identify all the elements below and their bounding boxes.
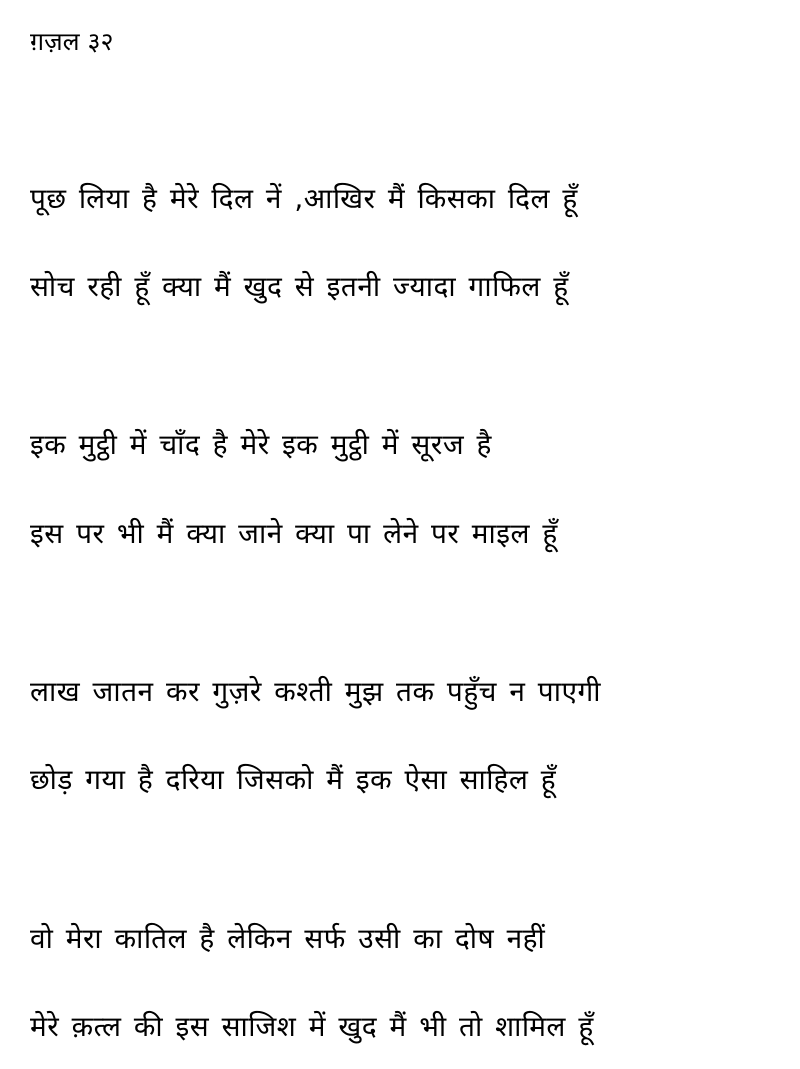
verse-line: लाख जातन कर गुज़रे कश्ती मुझ तक पहुँच न पाएगी: [30, 675, 601, 708]
verse-line: पूछ लिया है मेरे दिल नें ,आखिर मैं किसका दिल हूँ: [30, 182, 578, 215]
poem-title: ग़ज़ल ३२: [30, 27, 114, 56]
verse-line: छोड़ गया है दरिया जिसको मैं इक ऐसा साहिल हूँ: [30, 763, 557, 796]
verse-line: सोच रही हूँ क्या मैं खुद से इतनी ज्यादा गाफिल हूँ: [30, 270, 569, 303]
verse-line: इस पर भी मैं क्या जाने क्या पा लेने पर माइल हूँ: [30, 517, 558, 550]
verse-line: इक मुट्ठी में चाँद है मेरे इक मुट्ठी में सूरज है: [30, 428, 492, 461]
verse-line: वो मेरा कातिल है लेकिन सर्फ उसी का दोष नहीं: [30, 922, 546, 955]
verse-line: मेरे क़त्ल की इस साजिश में खुद मैं भी तो शामिल हूँ: [30, 1010, 594, 1043]
